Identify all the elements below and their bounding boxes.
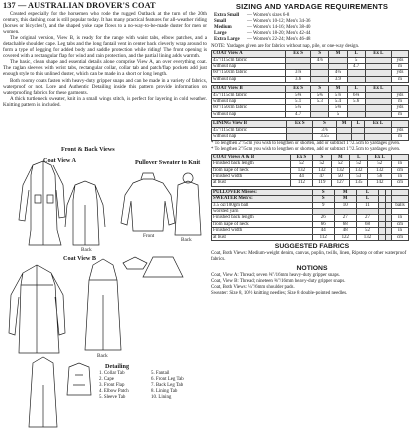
coat-b-front-drawing [9, 265, 65, 353]
table-cell: at bust [212, 180, 291, 186]
table-cell: 9 [312, 202, 334, 208]
table-cell: in [392, 173, 409, 179]
notions-item: Coat, View A: Thread; seven ⅝"/16mm heavy-duty gripper snaps. [211, 272, 341, 278]
table-header-cell: COAT Views A & B [212, 154, 291, 160]
table-cell: 45"/115cm fabric [212, 127, 287, 133]
table-cell: 52 [368, 161, 392, 167]
right-column [211, 0, 413, 431]
size-name: Extra Small [214, 13, 240, 18]
table-row [212, 111, 409, 117]
table-cell: 3⅞ [286, 70, 311, 76]
table-cell: 44 [312, 228, 334, 234]
table-cell: 132 [290, 167, 313, 173]
table-header-cell: S [312, 196, 334, 202]
figure-back-drawing [175, 173, 201, 235]
intro-text [3, 11, 207, 108]
table-cell: 66 [312, 221, 334, 227]
table-header-cell: LINING View B [212, 121, 287, 127]
table-header-cell: S [313, 121, 337, 127]
table-cell: balls [392, 202, 409, 208]
table-cell: from nape of neck [212, 221, 313, 227]
table-cell [347, 111, 365, 117]
details-row [99, 395, 209, 401]
notions-heading: NOTIONS [296, 264, 328, 272]
table-cell: in [392, 228, 409, 234]
table-cell: 3.9 [329, 76, 347, 82]
table-header-cell: Ex L [368, 154, 392, 160]
table-cell: Finished back length [212, 215, 313, 221]
table-cell [347, 76, 365, 82]
table-cell: Finished width [212, 173, 291, 179]
table-header-cell: SWEATER Men's: [212, 196, 313, 202]
table-cell [336, 134, 352, 140]
table-cell: 112 [290, 180, 313, 186]
detail-item: 8. Lining Tab [151, 389, 178, 395]
table-cell: 52 [313, 161, 331, 167]
table-header-cell: Ex S [286, 86, 311, 92]
table-cell: 127 [331, 180, 349, 186]
table-cell: without nap [212, 64, 286, 70]
table-row [212, 134, 409, 140]
table-cell: 48 [334, 228, 356, 234]
table-cell: 5.6 [347, 99, 365, 105]
table-header-cell: Ex L [365, 51, 391, 57]
table-cell: 52 [331, 161, 349, 167]
coat-b-yardage-table [211, 85, 409, 118]
label-detailing: Detailing [105, 363, 130, 370]
table-cell: cm [392, 180, 409, 186]
coat-a-yardage-table [211, 50, 409, 83]
table-row [212, 180, 409, 186]
label-back: Back [181, 237, 192, 243]
table-header-cell: L [352, 121, 365, 127]
table-cell: without nap [212, 99, 286, 105]
table-header-cell: M [331, 154, 349, 160]
left-column [3, 0, 207, 431]
table-header-cell: PULLOVER Misses: [212, 189, 313, 195]
label-coat-view-b: Coat View B [63, 255, 96, 262]
coat-b-rear-drawing [29, 357, 57, 427]
table-cell: from nape of neck [212, 167, 291, 173]
table-cell: without nap [212, 111, 286, 117]
table-cell: 135 [350, 180, 368, 186]
table-header-cell: COAT View A [212, 51, 286, 57]
table-cell: without nap [212, 76, 286, 82]
table-header-cell: L [347, 51, 365, 57]
table-cell: m [392, 99, 409, 105]
pattern-title [3, 1, 207, 10]
table-cell: m [392, 134, 409, 140]
sizing-heading: SIZING AND YARDAGE REQUIREMENTS [235, 2, 389, 11]
table-cell: Finished width [212, 228, 313, 234]
size-name: Extra Large [214, 36, 240, 42]
notions-item: Coat, Both Views: ¼"/6mm shoulder pads. [211, 284, 295, 290]
table-cell: 45"/115cm fabric [212, 92, 286, 98]
table-row [212, 76, 409, 82]
table-cell: 112 [312, 234, 334, 240]
size-name: Medium [214, 24, 232, 30]
table-cell: yds [392, 127, 409, 133]
table-cell: 53 [350, 173, 368, 179]
table-cell: 5¾ [311, 92, 329, 98]
table-cell: Finished back length [212, 161, 291, 167]
intro-paragraph: The basic, clean shape and essential details alone comprise View A, an over everything coat. The raglan sleeves with wrist tabs, rectangular collar, collar tab and patch/flap pockets add just enough style to this unlined duster, which can be made in a short or long length. [3, 59, 207, 78]
notions-item: Sweater: Size 8, 10½ knitting needles; Size 8 double-pointed needles. [211, 290, 348, 296]
table-header-cell: L [347, 86, 365, 92]
table-cell: 47 [313, 173, 331, 179]
table-cell: 4.7 [286, 111, 311, 117]
detail-item: 4. Elbow Patch [99, 389, 129, 395]
notions-item: Coat, View B: Thread; nineteen ⅝"/16mm heavy-duty gripper snaps. [211, 278, 346, 284]
table-cell: cm [392, 234, 409, 240]
table-row [212, 234, 409, 240]
table-cell: cm [392, 221, 409, 227]
table-cell: 4¼ [329, 70, 347, 76]
size-row [214, 37, 413, 43]
table-cell: 26 [312, 215, 334, 221]
table-cell: 56 [368, 173, 392, 179]
table-cell: 27 [356, 215, 378, 221]
detail-item: 7. Back Leg Tab [151, 383, 184, 389]
table-header-cell: M [334, 189, 356, 195]
detail-collar-drawing [123, 257, 147, 269]
detail-item: 5. Fantail [151, 371, 170, 376]
table-header-cell: S [311, 51, 329, 57]
detail-item: 6. Front Leg Tab [151, 377, 184, 383]
table-cell [311, 111, 329, 117]
table-header-cell: L [356, 189, 378, 195]
table-header-cell: Ex L [365, 121, 392, 127]
table-cell: 44 [290, 173, 313, 179]
label-front: Front [143, 233, 155, 239]
intro-paragraph: The original version, View B, is ready for the range with waist tabs, elbow patches, and a detachable shoulder cape. Leg tabs and the long fantail vent in center back cleverly wrap around to form a type of legging for added body and saddle protection while riding! The front opening is covered with a rectangular flap for wind and rain protection, and the partial lining adds warmth. [3, 35, 207, 60]
label-coat-view-a: Coat View A [43, 157, 76, 164]
table-cell: 5.1 [286, 99, 311, 105]
table-cell: 132 [331, 167, 349, 173]
table-cell: 10 [334, 202, 356, 208]
table-cell: 132 [313, 167, 331, 173]
finished-measurements-table [211, 154, 409, 187]
intro-paragraph: A thick turtleneck sweater, knit in a small wings stitch, is perfect for layering in cold weather. Knitting pattern is included. [3, 95, 207, 108]
adjust-note: * To lengthen 2"/5cm you wish to lengthen or shorten, add or subtract 1"/2.5cm to yardages given. [211, 140, 401, 146]
table-cell: m [392, 111, 409, 117]
table-cell: 5.3 [311, 99, 329, 105]
table-cell: 3.55 [313, 134, 337, 140]
table-header-cell: COAT View B [212, 86, 286, 92]
table-cell: yds [392, 92, 409, 98]
table-cell: 132 [350, 167, 368, 173]
table-cell: m [392, 76, 409, 82]
detail-item: 10. Lining [151, 395, 172, 401]
table-cell: 50 [331, 173, 349, 179]
size-list [214, 13, 413, 43]
intro-paragraph: Created especially for the horsemen who rode the rugged Outback at the turn of the 20th century, this dashing coat is still popular today. It has many practical features for all-weather riding (horses or bicycles!), and the shaped yoke cape flows to a no-way-to-be-made duster for men or women. [3, 11, 207, 36]
size-name: Large [214, 30, 227, 36]
table-cell: yds [392, 70, 409, 76]
size-desc: — Women's 10-12; Men's 34-36 [247, 18, 311, 24]
table-cell [311, 76, 329, 82]
label-back: Back [97, 353, 108, 359]
table-cell: 11 [356, 202, 378, 208]
detail-item: 1. Collar Tab [99, 371, 125, 376]
label-pullover: Pullover Sweater to Knit [135, 159, 201, 166]
detailing-drawing [67, 363, 91, 395]
size-desc: — Women's 14-16; Men's 38-40 [247, 24, 311, 30]
table-header-cell: L [356, 196, 378, 202]
table-header-cell: Ex S [290, 154, 313, 160]
table-cell: 5⅝ [329, 105, 347, 111]
table-cell: 52 [350, 161, 368, 167]
size-desc: — Women's 22-24; Men's 46-48 [247, 36, 311, 42]
table-cell: 60"/150cm fabric [212, 105, 286, 111]
table-cell: cm [392, 167, 409, 173]
table-header-cell: S [313, 154, 331, 160]
table-cell [352, 134, 365, 140]
table-cell: 4⅞ [311, 57, 329, 63]
table-header-cell: M [329, 86, 347, 92]
table-header-cell: Ex S [286, 51, 311, 57]
pullover-drawing [121, 173, 175, 231]
table-header-cell: M [336, 121, 352, 127]
table-cell: 5 [329, 111, 347, 117]
table-cell: 52 [356, 228, 378, 234]
table-cell: 3.6 [286, 76, 311, 82]
table-header-cell: Ex L [365, 86, 391, 92]
table-cell: 5⅝ [286, 92, 311, 98]
pattern-name: — AUSTRALIAN DROVER'S COAT [17, 1, 156, 10]
detail-item: 5. Sleeve Tab [99, 395, 126, 401]
suggested-fabrics-heading: SUGGESTED FABRICS [274, 242, 350, 250]
label-back: Back [81, 247, 92, 253]
size-desc: — Women's 18-20; Men's 42-44 [247, 30, 311, 36]
table-cell: in [392, 161, 409, 167]
suggested-fabrics-text: Coat, Both Views: Medium-weight denim, canvas, poplin, twills, linen, Ripstop or other waterproof fabrics. [211, 250, 407, 262]
detail-item: 3. Front Flap [99, 383, 125, 389]
table-header-cell: Ex S [287, 121, 313, 127]
table-cell: 3⅞ [313, 127, 337, 133]
table-cell: 68 [356, 221, 378, 227]
table-cell: at bust [212, 234, 313, 240]
yardage-note: NOTE: Yardages given are for fabrics without nap, pile, or one-way design. [211, 43, 360, 49]
table-cell: 3.5 oz/100gm ball [212, 202, 313, 208]
table-cell: worsted yarn [212, 208, 313, 214]
detail-cape-drawing [143, 257, 183, 277]
coat-a-back-drawing [65, 181, 105, 245]
table-header-cell: S [311, 86, 329, 92]
table-cell [287, 134, 313, 140]
table-cell: 60"/150cm fabric [212, 70, 286, 76]
detail-item: 2. Cape [99, 377, 114, 383]
adjust-note: * To lengthen 2"/5cm you wish to lengthen or shorten, add or subtract 1"/2.5cm to yardages given. [211, 147, 401, 153]
label-front-back-views: Front & Back Views [61, 146, 115, 153]
table-cell: 5.4 [329, 99, 347, 105]
table-cell: 122 [334, 234, 356, 240]
intro-paragraph: Both roomy coats fasten with heavy-duty gripper snaps and can be made in a variety of fabrics, waterproof or not. Lore and Authentic Detailing inside this pattern provide information on waterproofing fabrics for these garments. [3, 77, 207, 96]
table-cell: 52 [290, 161, 313, 167]
table-cell: 5 [347, 57, 365, 63]
lining-b-yardage-table [211, 120, 409, 140]
table-cell: m [392, 64, 409, 70]
details-list [99, 371, 209, 401]
size-desc: — Women's sizes 6-8 [247, 13, 290, 18]
table-cell: 45"/115cm fabric [212, 57, 286, 63]
table-header-cell: M [329, 51, 347, 57]
coat-b-back-drawing [85, 259, 121, 350]
table-cell: yds [392, 105, 409, 111]
pullover-table [211, 189, 409, 241]
pattern-number: 137 [3, 1, 16, 10]
table-cell [365, 111, 391, 117]
table-cell: 142 [368, 180, 392, 186]
table-cell: without nap [212, 134, 287, 140]
table-header-cell: L [350, 154, 368, 160]
table-header-cell: S [312, 189, 334, 195]
table-cell: 4.7 [347, 64, 365, 70]
coat-a-front-drawing [19, 161, 65, 245]
table-cell: 27 [334, 215, 356, 221]
table-cell [365, 76, 391, 82]
table-cell [365, 134, 392, 140]
table-cell: 5¼ [286, 105, 311, 111]
table-cell: 6⅛ [347, 92, 365, 98]
size-name: Small [214, 18, 226, 24]
illustrations [3, 145, 207, 431]
table-cell: 5⅞ [329, 92, 347, 98]
table-header-cell: M [334, 196, 356, 202]
table-cell: 119 [313, 180, 331, 186]
table-cell: yds [392, 57, 409, 63]
table-cell: in [392, 215, 409, 221]
table-cell: 132 [368, 167, 392, 173]
table-cell: 132 [356, 234, 378, 240]
table-cell: 68 [334, 221, 356, 227]
